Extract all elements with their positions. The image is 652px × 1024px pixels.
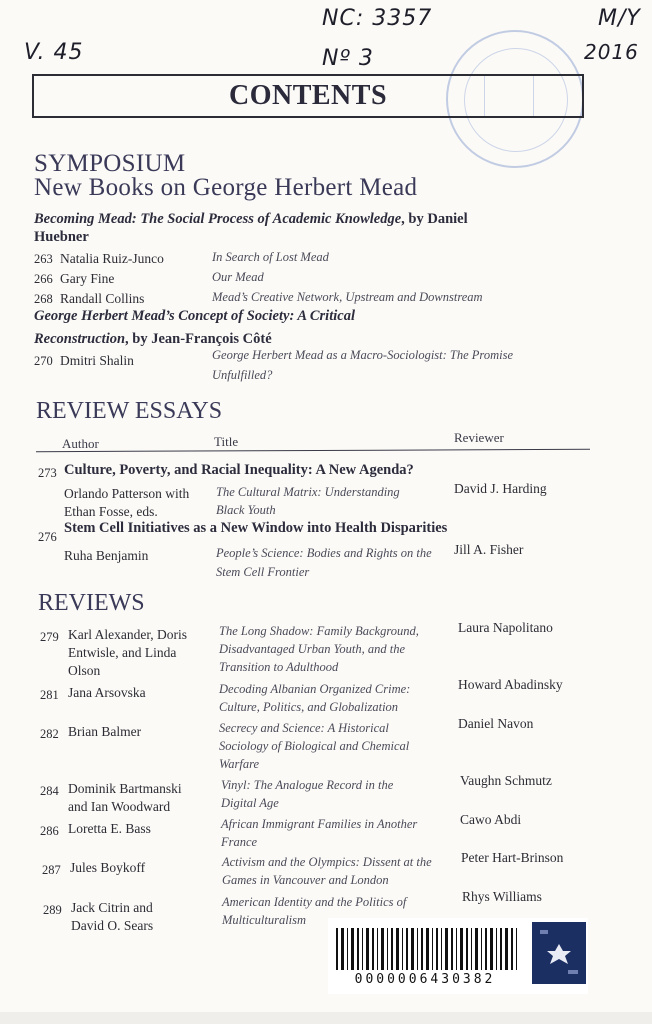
- review-reviewer: Daniel Navon: [458, 716, 534, 731]
- review-title: American Identity and the Politics of: [222, 895, 407, 909]
- review-author: Karl Alexander, Doris: [68, 627, 188, 642]
- entry-author: Randall Collins: [60, 291, 145, 306]
- book1-title: Becoming Mead: The Social Process of Academic Knowledge: [34, 211, 402, 227]
- review-title-cont: Digital Age: [221, 796, 279, 810]
- entry-title: George Herbert Mead as a Macro-Sociologist: The Promise: [212, 348, 513, 362]
- review-author-cont: Entwisle, and Linda: [68, 645, 177, 660]
- review-title-cont: France: [221, 835, 258, 849]
- review-reviewer: Howard Abadinsky: [458, 677, 563, 692]
- page-bottom-edge: [0, 1012, 652, 1024]
- essay-page: 276: [38, 530, 57, 544]
- review-author-cont: Olson: [68, 663, 101, 678]
- review-page: 286: [40, 824, 59, 838]
- book1-by: , by Daniel: [401, 211, 468, 227]
- review-author: Loretta E. Bass: [68, 821, 151, 836]
- review-reviewer: Peter Hart-Brinson: [461, 850, 564, 865]
- review-page: 282: [40, 727, 59, 741]
- review-title-cont: Culture, Politics, and Globalization: [219, 700, 399, 714]
- review-title-cont: Multiculturalism: [222, 913, 307, 927]
- review-title: Activism and the Olympics: Dissent at the: [222, 855, 432, 869]
- entry-title: Mead’s Creative Network, Upstream and Downstream: [212, 290, 483, 304]
- barcode-number: 0000006430382: [354, 972, 496, 987]
- contents-title-box: [32, 74, 584, 118]
- entry-title-cont: Unfulfilled?: [212, 368, 273, 382]
- entry-title: In Search of Lost Mead: [212, 250, 329, 264]
- review-title: The Long Shadow: Family Background,: [219, 624, 419, 638]
- entry-author: Gary Fine: [60, 271, 115, 286]
- review-reviewer: Rhys Williams: [462, 889, 542, 904]
- review-page: 279: [40, 630, 59, 644]
- review-author-cont: and Ian Woodward: [68, 799, 171, 814]
- review-title-cont: Warfare: [219, 757, 260, 771]
- essay-title-cont: Black Youth: [216, 503, 276, 517]
- essay-reviewer: David J. Harding: [454, 481, 547, 496]
- entry-author: Dmitri Shalin: [60, 353, 134, 368]
- book2-title-line2: [34, 328, 272, 348]
- handwritten-mark: M/Y: [598, 6, 641, 31]
- column-header-rule: [36, 449, 590, 452]
- review-title-cont: Transition to Adulthood: [219, 660, 339, 674]
- essay-page: 273: [38, 466, 57, 480]
- essay-heading: Culture, Poverty, and Racial Inequality: A New Agenda?: [64, 462, 414, 478]
- review-title-cont: Disadvantaged Urban Youth, and the: [219, 642, 405, 656]
- entry-page: 270: [34, 354, 53, 368]
- essay-reviewer: Jill A. Fisher: [454, 542, 524, 557]
- review-reviewer: Vaughn Schmutz: [460, 773, 552, 788]
- review-author: Dominik Bartmanski: [68, 781, 182, 796]
- review-reviewer: Cawo Abdi: [460, 812, 522, 827]
- review-page: 284: [40, 784, 59, 798]
- column-header-reviewer: Reviewer: [454, 430, 504, 445]
- entry-author: Natalia Ruiz-Junco: [60, 251, 164, 266]
- essay-title: People’s Science: Bodies and Rights on the: [216, 546, 432, 560]
- review-title-cont: Sociology of Biological and Chemical: [219, 739, 410, 753]
- essay-title: The Cultural Matrix: Understanding: [216, 485, 400, 499]
- review-page: 287: [42, 863, 61, 877]
- library-logo-icon: [532, 922, 586, 984]
- review-author: Jules Boykoff: [70, 860, 146, 875]
- book1-author-cont: Huebner: [34, 229, 89, 245]
- entry-title: Our Mead: [212, 270, 264, 284]
- review-title: African Immigrant Families in Another: [221, 817, 418, 831]
- review-page: 289: [43, 903, 62, 917]
- page-title: CONTENTS: [228, 80, 388, 111]
- symposium-heading: SYMPOSIUM: [34, 150, 186, 177]
- book2-title-line1: George Herbert Mead’s Concept of Society: A Critical: [34, 308, 355, 324]
- review-title: Secrecy and Science: A Historical: [219, 721, 389, 735]
- review-author-cont: David O. Sears: [71, 918, 154, 933]
- essay-heading: Stem Cell Initiatives as a New Window into Health Disparities: [64, 520, 448, 536]
- entry-page: 266: [34, 272, 53, 286]
- entry-page: 268: [34, 292, 53, 306]
- review-page: 281: [40, 688, 59, 702]
- handwritten-issue: Nº 3: [322, 46, 374, 71]
- review-title: Decoding Albanian Organized Crime:: [219, 682, 411, 696]
- review-title-cont: Games in Vancouver and London: [222, 873, 389, 887]
- review-reviewer: Laura Napolitano: [458, 620, 553, 635]
- entry-page: 263: [34, 252, 53, 266]
- reviews-heading: REVIEWS: [38, 590, 145, 616]
- column-header-author: Author: [62, 436, 99, 451]
- essay-author-cont: Ethan Fosse, eds.: [64, 504, 158, 519]
- essay-author: Orlando Patterson with: [64, 486, 190, 501]
- review-title: Vinyl: The Analogue Record in the: [221, 778, 394, 792]
- handwritten-volume: V. 45: [24, 40, 84, 65]
- review-author: Jack Citrin and: [71, 900, 153, 915]
- review-author: Jana Arsovska: [68, 685, 146, 700]
- essay-title-cont: Stem Cell Frontier: [216, 565, 310, 579]
- review-essays-heading: REVIEW ESSAYS: [36, 398, 223, 424]
- book2-by: , by Jean-François Côté: [125, 331, 272, 347]
- handwritten-year: 2016: [584, 40, 639, 64]
- column-header-title: Title: [214, 434, 239, 449]
- essay-author: Ruha Benjamin: [64, 548, 149, 563]
- review-author: Brian Balmer: [68, 724, 142, 739]
- book1-heading: [34, 208, 468, 228]
- handwritten-nc-number: NC: 3357: [322, 6, 433, 31]
- barcode-label: [328, 918, 588, 994]
- symposium-subheading: New Books on George Herbert Mead: [34, 174, 418, 201]
- book2-title-cont: Reconstruction: [34, 331, 126, 347]
